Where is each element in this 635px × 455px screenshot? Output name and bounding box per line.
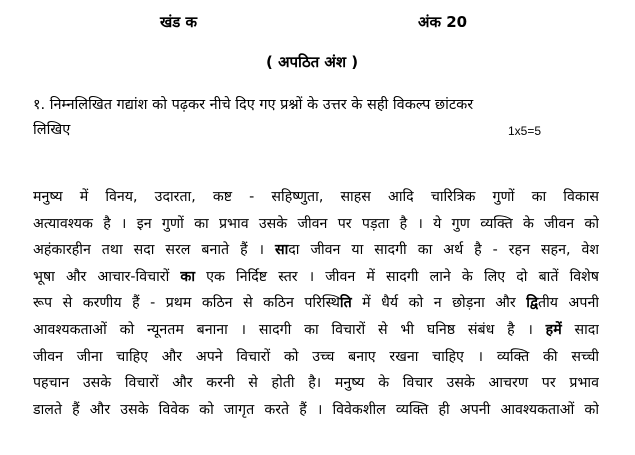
passage-line: अत्यावश्यक है । इन गुणों का प्रभाव उसके जीवन पर पड़ता है । ये गुण व्यक्ति के जीवन को	[33, 215, 599, 232]
passage-line: अहंकारहीन तथा सदा सरल बनाते हैं । सादा जीवन या सादगी का अर्थ है - रहन सहन, वेश	[33, 242, 599, 259]
subtitle: ( अपठित अंश )	[266, 53, 359, 71]
passage-line: पहचान उसके विचारों और करनी से होती है। मनुष्य के विचार उसके आचरण पर प्रभाव	[33, 375, 599, 392]
passage-line: रूप से करणीय हैं - प्रथम कठिन से कठिन परिस्थिति में धैर्य को न छोड़ना और द्वितीय अपनी	[33, 295, 599, 312]
passage-line: आवश्यकताओं को न्यूनतम बनाना । सादगी का विचारों से भी घनिष्ठ संबंध है । हमें सादा	[33, 321, 599, 338]
marks-label: अंक 20	[418, 13, 468, 31]
passage-line: डालते हैं और उसके विवेक को जागृत करते हैं । विवेकशील व्यक्ति ही अपनी आवश्यकताओं को	[33, 401, 599, 418]
passage	[33, 184, 599, 423]
section-title: खंड क	[160, 13, 198, 31]
question-marks: 1x5=5	[508, 124, 542, 138]
question-line-2: लिखिए	[33, 122, 71, 138]
question-line-1: १. निम्नलिखित गद्यांश को पढ़कर नीचे दिए गए प्रश्नों के उत्तर के सही विकल्प छांटकर	[33, 97, 474, 113]
passage-line: जीवन जीना चाहिए और अपने विचारों को उच्च बनाए रखना चाहिए । व्यक्ति की सच्ची	[33, 348, 599, 365]
passage-line: मनुष्य में विनय, उदारता, कष्ट - सहिष्णुता, साहस आदि चारित्रिक गुणों का विकास	[33, 189, 599, 205]
passage-line: भूषा और आचार-विचारों का एक निर्दिष्ट स्तर । जीवन में सादगी लाने के लिए दो बातें विशेष	[33, 268, 599, 285]
